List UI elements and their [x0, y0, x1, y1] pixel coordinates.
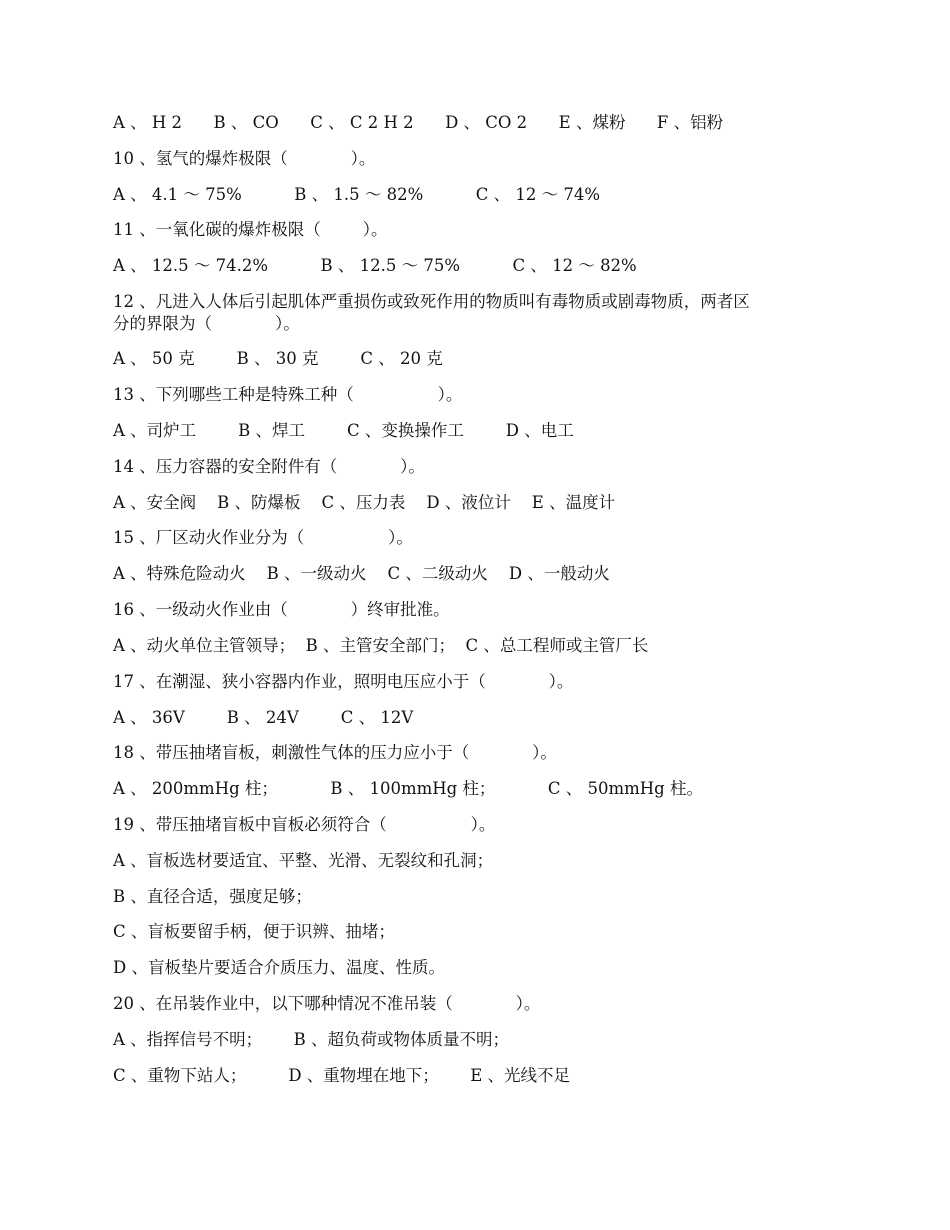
- q13-options: A 、司炉工 B 、焊工 C 、变换操作工 D 、电工: [113, 421, 574, 440]
- q16-text: 16 、一级动火作业由（ ）终审批准。: [113, 600, 450, 619]
- q15-options: A 、特殊危险动火 B 、一级动火 C 、二级动火 D 、一般动火: [113, 564, 610, 583]
- q19-text: 19 、带压抽堵盲板中盲板必须符合（ ）。: [113, 815, 496, 834]
- q19-option-d: D 、盲板垫片要适合介质压力、温度、性质。: [113, 958, 445, 977]
- q18-text: 18 、带压抽堵盲板，刺激性气体的压力应小于（ ）。: [113, 743, 557, 762]
- q17-text: 17 、在潮湿、狭小容器内作业，照明电压应小于（ ）。: [113, 672, 574, 691]
- q14-text: 14 、压力容器的安全附件有（ ）。: [113, 457, 425, 476]
- q19-option-b: B 、直径合适，强度足够；: [113, 887, 312, 906]
- q20-options-line1: A 、指挥信号不明； B 、超负荷或物体质量不明；: [113, 1030, 509, 1049]
- q20-text: 20 、在吊装作业中，以下哪种情况不准吊装（ ）。: [113, 994, 541, 1013]
- q18-options: A 、 200mmHg 柱； B 、 100mmHg 柱； C 、 50mmHg 柱。: [113, 779, 703, 798]
- q17-options: A 、 36V B 、 24V C 、 12V: [113, 708, 414, 727]
- q13-text: 13 、下列哪些工种是特殊工种（ ）。: [113, 385, 463, 404]
- q16-options: A 、动火单位主管领导； B 、主管安全部门； C 、总工程师或主管厂长: [113, 636, 649, 655]
- q20-options-line2: C 、重物下站人； D 、重物埋在地下； E 、光线不足: [113, 1066, 571, 1085]
- q11-text: 11 、一氧化碳的爆炸极限（ ）。: [113, 220, 388, 239]
- q10-options: A 、 4.1 ～ 75% B 、 1.5 ～ 82% C 、 12 ～ 74%: [113, 185, 600, 204]
- q19-option-c: C 、盲板要留手柄，便于识辨、抽堵；: [113, 922, 395, 941]
- q11-options: A 、 12.5 ～ 74.2% B 、 12.5 ～ 75% C 、 12 ～ 82%: [113, 256, 637, 275]
- q10-text: 10 、氢气的爆炸极限（ ）。: [113, 149, 376, 168]
- q12-options: A 、 50 克 B 、 30 克 C 、 20 克: [113, 349, 443, 368]
- q12-text-line2: 分的界限为（ ）。: [113, 314, 300, 333]
- q12-text-line1: 12 、凡进入人体后引起肌体严重损伤或致死作用的物质叫有毒物质或剧毒物质，两者区: [113, 292, 750, 311]
- q9-options: A 、 H 2 B 、 CO C 、 C 2 H 2 D 、 CO 2 E 、煤粉 F 、铝粉: [113, 113, 724, 132]
- q19-option-a: A 、盲板选材要适宜、平整、光滑、无裂纹和孔洞；: [113, 851, 494, 870]
- q14-options: A 、安全阀 B 、防爆板 C 、压力表 D 、液位计 E 、温度计: [113, 493, 616, 512]
- q15-text: 15 、厂区动火作业分为（ ）。: [113, 528, 413, 547]
